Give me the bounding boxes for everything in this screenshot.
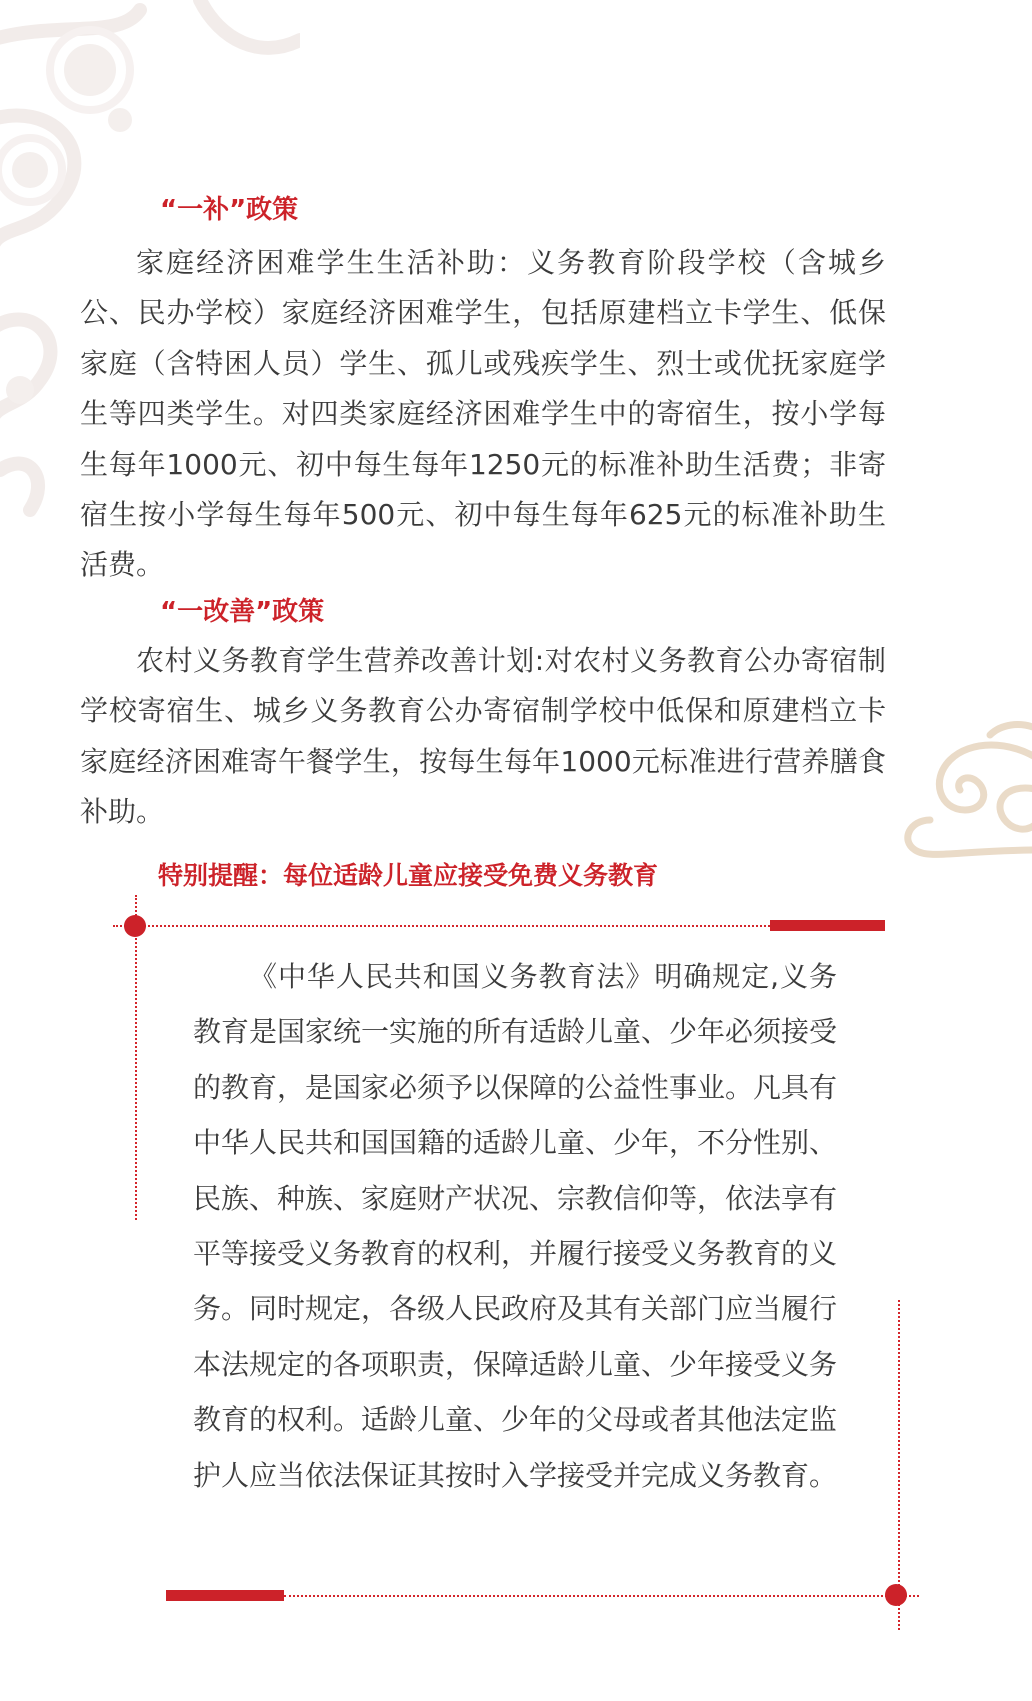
special-reminder-body: 《中华人民共和国义务教育法》明确规定,义务教育是国家统一实施的所有适龄儿童、少年必须接受的教育，是国家必须予以保障的公益性事业。凡具有中华人民共和国国籍的适龄儿童、少年，不分性别、民族、种族、家庭财产状况、宗教信仰等，依法享有平等接受义务教育的权利，并履行接受义务教育的义务。同时规定，各级人民政府及其有关部门应当履行本法规定的各项职责，保障适龄儿童、少年接受义务教育的权利。适龄儿童、少年的父母或者其他法定监护人应当依法保证其按时入学接受并完成义务教育。 (193, 960, 838, 1492)
frame-top-left-dot (124, 915, 146, 937)
frame-bottom-right-dot (885, 1584, 907, 1606)
frame-top-dotted-line (113, 925, 773, 927)
yigaishan-policy-body: 农村义务教育学生营养改善计划:对农村义务教育公办寄宿制学校寄宿生、城乡义务教育公办寄宿制学校中低保和原建档立卡家庭经济困难寄午餐学生，按每生每年1000元标准进行营养膳食补助。 (80, 644, 886, 829)
frame-bottom-dotted-line (284, 1595, 919, 1597)
yibu-policy-body: 家庭经济困难学生生活补助：义务教育阶段学校（含城乡公、民办学校）家庭经济困难学生，包括原建档立卡学生、低保家庭（含特困人员）学生、孤儿或残疾学生、烈士或优抚家庭学生等四类学生。对四类家庭经济困难学生中的寄宿生，按小学每生每年1000元、初中每生每年1250元的标准补助生活费；非寄宿生按小学每生每年500元、初中每生每年625元的标准补助生活费。 (80, 246, 886, 582)
special-reminder-title: 特别提醒：每位适龄儿童应接受免费义务教育 (158, 861, 659, 890)
frame-bottom-red-bar (166, 1590, 284, 1601)
frame-top-red-bar (770, 920, 885, 931)
yibu-policy-title: “一补”政策 (160, 195, 299, 225)
frame-right-dotted-line (898, 1300, 900, 1630)
frame-left-dotted-line (135, 895, 137, 1220)
auspicious-cloud-icon (890, 700, 1032, 860)
yigaishan-policy-title: “一改善”政策 (160, 597, 325, 627)
